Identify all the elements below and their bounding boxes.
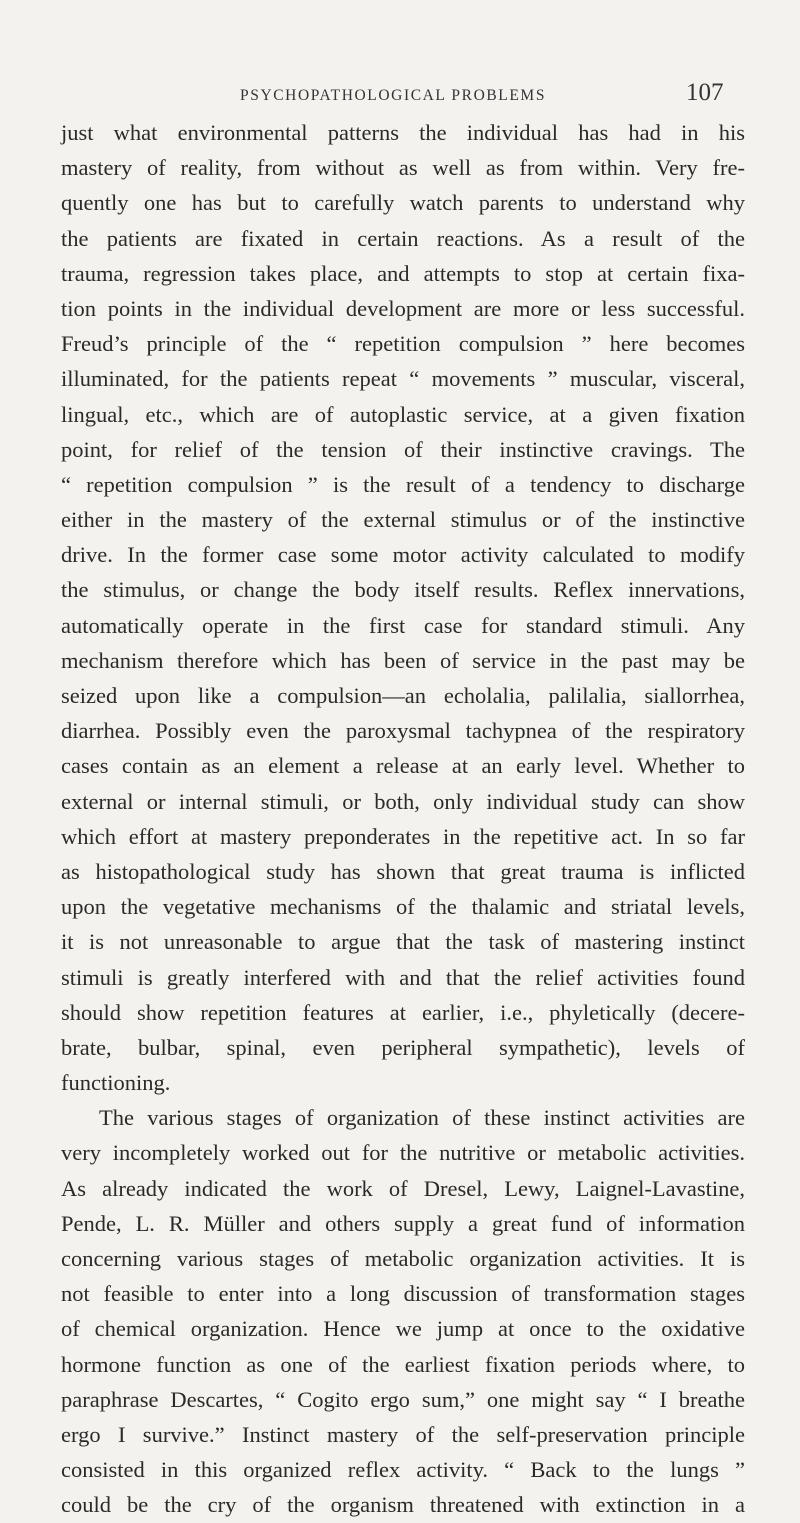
text-line: functioning. bbox=[61, 1070, 171, 1096]
text-line: the stimulus, or change the body itself results. Reflex innervations, bbox=[61, 577, 745, 603]
text-line: ergo I survive.” Instinct mastery of the self-preservation principle bbox=[61, 1421, 745, 1447]
text-line: could be the cry of the organism threatened with extinction in a bbox=[61, 1492, 745, 1518]
text-line: automatically operate in the first case for standard stimuli. Any bbox=[61, 612, 745, 638]
page-number: 107 bbox=[686, 79, 724, 106]
text-line: lingual, etc., which are of autoplastic service, at a given fixation bbox=[61, 401, 745, 427]
text-line: The various stages of organization of these instinct activities are bbox=[99, 1105, 745, 1131]
text-line: hormone function as one of the earliest fixation periods where, to bbox=[61, 1351, 745, 1377]
text-line: either in the mastery of the external stimulus or of the instinctive bbox=[61, 507, 745, 533]
text-line: Freud’s principle of the “ repetition compulsion ” here becomes bbox=[61, 331, 745, 357]
text-line: which effort at mastery preponderates in the repetitive act. In so far bbox=[61, 823, 745, 849]
text-line: illuminated, for the patients repeat “ movements ” muscular, visceral, bbox=[61, 366, 745, 392]
text-line: tion points in the individual development are more or less successful. bbox=[61, 295, 745, 321]
text-line: diarrhea. Possibly even the paroxysmal tachypnea of the respiratory bbox=[61, 718, 745, 744]
text-line: very incompletely worked out for the nutritive or metabolic activities. bbox=[61, 1140, 745, 1166]
text-line: “ repetition compulsion ” is the result of a tendency to discharge bbox=[61, 471, 745, 497]
text-line: external or internal stimuli, or both, only individual study can show bbox=[61, 788, 745, 814]
text-line: cases contain as an element a release at an early level. Whether to bbox=[61, 753, 745, 779]
text-line: as histopathological study has shown that great trauma is inflicted bbox=[61, 858, 745, 884]
text-line: should show repetition features at earlier, i.e., phyletically (decere- bbox=[61, 999, 745, 1025]
body-text bbox=[61, 115, 745, 1523]
text-line: point, for relief of the tension of their instinctive cravings. The bbox=[61, 436, 745, 462]
text-line: of chemical organization. Hence we jump at once to the oxidative bbox=[61, 1316, 745, 1342]
text-line: mechanism therefore which has been of service in the past may be bbox=[61, 647, 745, 673]
text-line: trauma, regression takes place, and attempts to stop at certain fixa- bbox=[61, 260, 745, 286]
text-line: brate, bulbar, spinal, even peripheral sympathetic), levels of bbox=[61, 1034, 745, 1060]
text-line: just what environmental patterns the individual has had in his bbox=[61, 120, 745, 145]
text-line: not feasible to enter into a long discussion of transformation stages bbox=[61, 1281, 745, 1307]
text-line: the patients are fixated in certain reactions. As a result of the bbox=[61, 225, 745, 251]
text-line: upon the vegetative mechanisms of the thalamic and striatal levels, bbox=[61, 894, 745, 920]
text-line: paraphrase Descartes, “ Cogito ergo sum,” one might say “ I breathe bbox=[61, 1386, 745, 1412]
text-line: drive. In the former case some motor activity calculated to modify bbox=[61, 542, 745, 568]
text-line: As already indicated the work of Dresel, Lewy, Laignel-Lavastine, bbox=[61, 1175, 745, 1201]
text-line: it is not unreasonable to argue that the task of mastering instinct bbox=[61, 929, 745, 955]
running-head: PSYCHOPATHOLOGICAL PROBLEMS bbox=[240, 87, 547, 104]
text-line: consisted in this organized reflex activity. “ Back to the lungs ” bbox=[61, 1457, 745, 1483]
text-line: quently one has but to carefully watch parents to understand why bbox=[61, 190, 745, 216]
text-line: seized upon like a compulsion—an echolalia, palilalia, siallorrhea, bbox=[61, 683, 745, 708]
text-line: stimuli is greatly interfered with and that the relief activities found bbox=[61, 964, 745, 990]
text-line: mastery of reality, from without as well as from within. Very fre- bbox=[61, 155, 745, 181]
text-line: Pende, L. R. Müller and others supply a great fund of information bbox=[61, 1210, 745, 1236]
text-line: concerning various stages of metabolic organization activities. It is bbox=[61, 1246, 745, 1271]
